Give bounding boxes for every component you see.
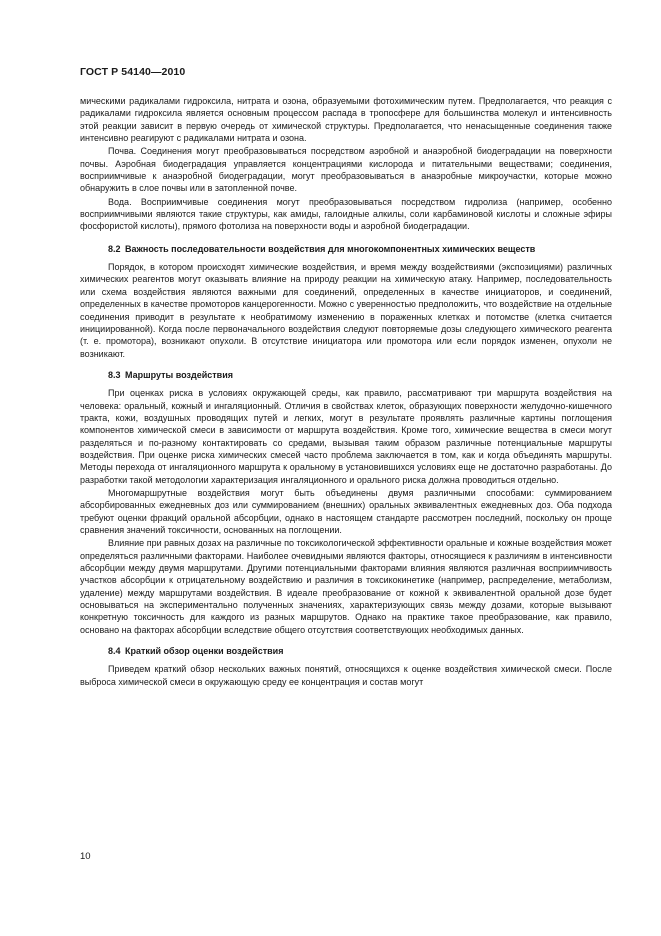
paragraph-water: Вода. Восприимчивые соединения могут преобразовываться посредством гидролиза (например, особенно восприимчивыми являются такие структуры, как амиды, галоидные алкилы, соли карбаминовой кислоты и сложные эфиры фосфористой кислоты), прямого фотолиза на поверхности воды и аэробной биодеградации. — [80, 196, 612, 232]
document-header: ГОСТ Р 54140—2010 — [80, 66, 186, 78]
section-title: Маршруты воздействия — [125, 369, 233, 380]
section-heading-8-3 — [80, 369, 612, 381]
document-body — [80, 95, 612, 688]
section-heading-8-4 — [80, 645, 612, 657]
section-number: 8.4 — [108, 646, 121, 657]
paragraph: Порядок, в котором происходят химические воздействия, и время между воздействиями (экспозициями) различных химических реагентов могут оказывать влияние на природу реакции на химическую атаку. Например, последовательность или схема воздействия являются важными для соединений, определенных в качестве инициаторов, и соединений, определенных в качестве промоторов канцерогенности. Можно с уверенностью предположить, что воздействие на отдельные соединения приводит в результате к необратимому изменению в пораженных клетках и потомстве (клетка считается инициированной). Когда после первоначального воздействия следуют повторяемые дозы следующего химического реагента (т. е. промотора), возникают опухоли. В отсутствие инициатора или промотора или если порядок изменен, опухоли не возникают. — [80, 262, 612, 359]
paragraph: мическими радикалами гидроксила, нитрата и озона, образуемыми фотохимическим путем. Предполагается, что реакция с радикалами гидроксила является основным процессом распада в тропосфере для большинства молекул и интенсивность этой реакции зависит в первую очередь от химической структуры. Предполагается, что ненасыщенные соединения также интенсивно реагируют с радикалами нитрата и озона. — [80, 96, 612, 144]
paragraph: Приведем краткий обзор нескольких важных понятий, относящихся к оценке воздействия химической смеси. После выброса химической смеси в окружающую среду ее концентрация и состав могут — [80, 664, 612, 687]
paragraph: Многомаршрутные воздействия могут быть объединены двумя различными способами: суммированием абсорбированных ежедневных доз или суммированием (внешних) оральных эквивалентных ежедневных доз. Оба подхода требуют оценки фракций оральной абсорбции, однако в настоящем стандарте рассмотрен последний, поскольку он проще сравнения значений токсичности, основанных на поглощении. — [80, 487, 612, 535]
section-number: 8.2 — [108, 243, 121, 254]
paragraph-soil: Почва. Соединения могут преобразовываться посредством аэробной и анаэробной биодеградации на поверхности почвы. Аэробная биодеградация управляется концентрациями кислорода и питательными веществами; соединения, восприимчивые к анаэробной биодеградации, могут преобразовываться в анаэробные микроучастки, которые можно обнаружить в слое почвы или в затопленной почве. — [80, 146, 612, 194]
section-title: Важность последовательности воздействия для многокомпонентных химических веществ — [125, 243, 536, 254]
page-number: 10 — [80, 851, 91, 862]
paragraph: Влияние при равных дозах на различные по токсикологической эффективности оральные и кожные воздействия может определяться различными факторами. Наиболее очевидными являются факторы, относящиеся к различиям в интенсивности абсорбции между двумя маршрутами. Другими потенциальными факторами влияния являются различная восприимчивость участков абсорбции к отрицательному воздействию и различия в токсикокинетике (например, распределение, метаболизм, удаление) между маршрутами воздействия. В идеале преобразование от кожной к эквивалентной оральной дозе будет основываться на экспериментально полученных значениях, характеризующих связь между дозами, которые вызывают конкретную токсичность для каждого из разных маршрутов. Однако на практике такое преобразование, как правило, основано на факторах абсорбции вследствие общего отсутствия соответствующих необходимых данных. — [80, 538, 612, 635]
section-title: Краткий обзор оценки воздействия — [125, 646, 284, 657]
paragraph: При оценках риска в условиях окружающей среды, как правило, рассматривают три маршрута воздействия на человека: оральный, кожный и ингаляционный. Отличия в свойствах клеток, образующих поверхности желудочно-кишечного тракта, кожи, воздушных проводящих путей и легких, могут в результате проявлять различные картины поглощения компонентов химической смеси в зависимости от маршрута воздействия. Кроме того, химические вещества в смеси могут разделяться и по-разному контактировать со средами, вызывая таким образом различные потенциальные маршруты воздействия. При оценке риска химических смесей часто проблема заключается в том, как и когда объединять маршруты. Методы перехода от ингаляционного маршрута к оральному в установившихся условиях еще не достаточно разработаны. До разработки такой методологии характеризация ингаляционного и орального риска должна проводиться отдельно. — [80, 388, 612, 485]
section-heading-8-2 — [80, 243, 612, 255]
section-number: 8.3 — [108, 369, 121, 380]
